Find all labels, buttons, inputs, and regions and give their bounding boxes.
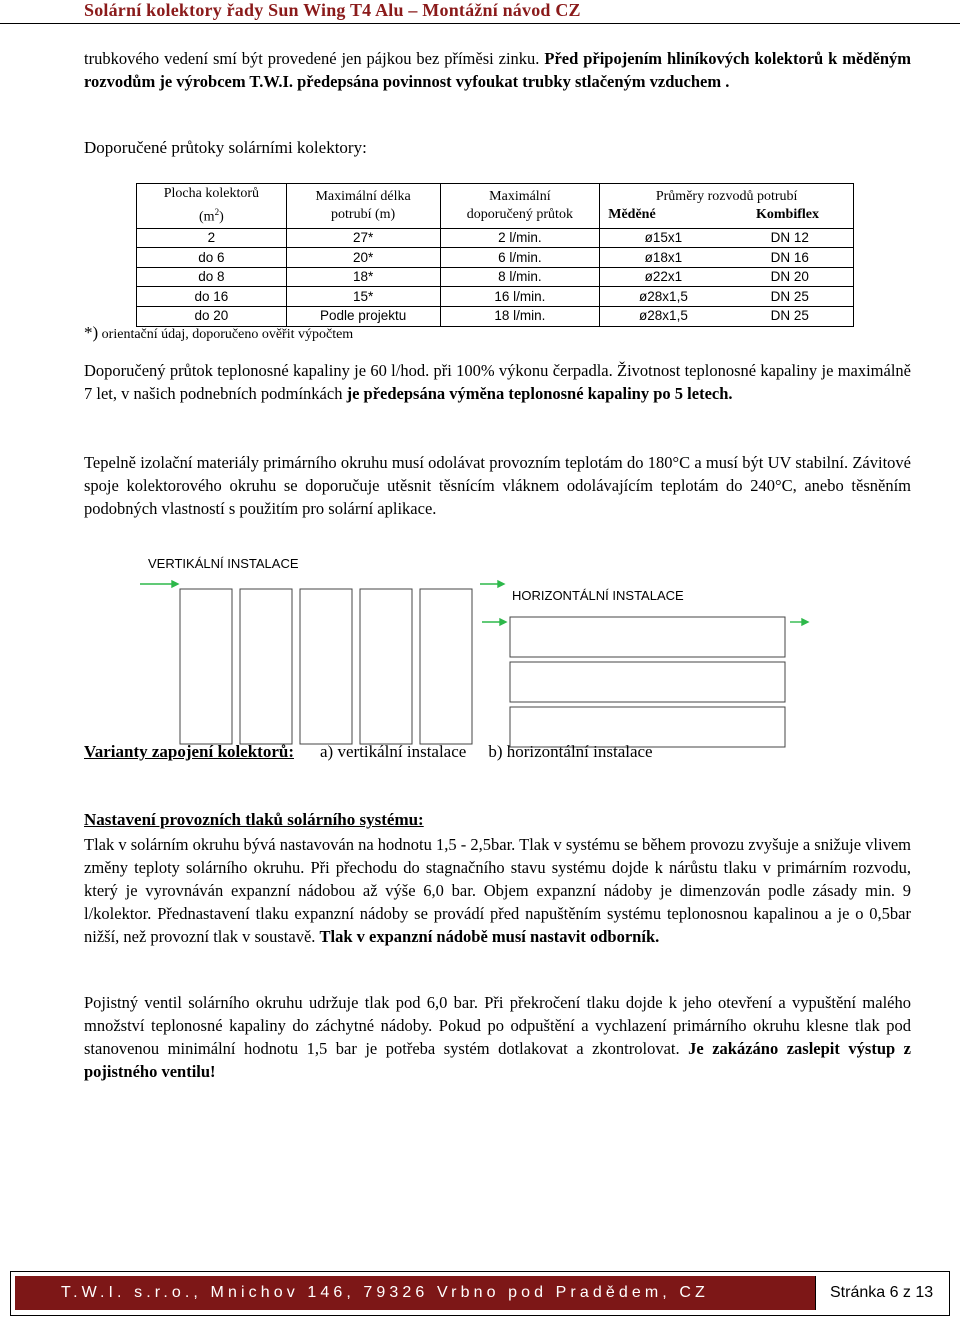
footer-bar (15, 1276, 944, 1310)
footnote-text: orientační údaj, doporučeno ověřit výpočtem (98, 327, 354, 342)
intro-text: trubkového vedení smí být provedené jen pájkou bez příměsi zinku. (84, 49, 540, 68)
horizontal-collector-1 (510, 617, 785, 657)
table-row (137, 267, 854, 287)
header-diameter (600, 184, 854, 229)
header-area-line2: $(m^2)$ (199, 207, 224, 225)
page-number: Stránka 6 z 13 (830, 1284, 934, 1301)
pressure-bold-1: Tlak v expanzní nádobě musí nastavit odborník. (319, 927, 660, 946)
variant-a: a) vertikální instalace (320, 742, 467, 761)
vertical-collector-4 (360, 589, 412, 744)
table-footnote (84, 323, 353, 343)
flow-section-title: Doporučené průtoky solárními kolektory: (84, 138, 367, 157)
header-title: Solární kolektory řady Sun Wing T4 Alu – Montážní návod CZ (84, 0, 581, 20)
page-header (0, 0, 960, 24)
cell-diameter (600, 307, 854, 327)
table-row (137, 228, 854, 248)
pressure-text-1: Tlak v solárním okruhu bývá nastavován na hodnotu 1,5 - 2,5bar. Tlak v systému se během provozu zvyšuje a snižuje vlivem změny teploty solárního okruhu. Při přechodu do stagnačního stavu systému dojde k nárůstu tlaku v primárním rozvodu, který je vyrovnáván expanzní nádobou až výše 6,0 bar. Objem expanzní nádoby je dimenzován podle zásady min. 9 l/kolektor. Přednastavení tlaku expanzní nádoby se provádí před napuštěním systému teplonosnou kapalinou a je o 0,5bar nižší, než provozní tlak v soustavě. (84, 835, 911, 946)
vertical-collector-1 (180, 589, 232, 744)
horizontal-installation (510, 617, 785, 747)
horizontal-collector-2 (510, 662, 785, 702)
pressure-title: Nastavení provozních tlaků solárního systému: (84, 810, 424, 829)
cell-copper: ø18x1 (644, 249, 683, 265)
cell-length: Podle projektu (286, 307, 440, 327)
cell-length: 18* (286, 267, 440, 287)
vertical-collector-3 (300, 589, 352, 744)
recommend-text: Doporučený průtok teplonosné kapaliny je 60 l/hod. při 100% výkonu čerpadla. Životnost teplonosné kapaliny je maximálně 7 let, v našich podnebních podmínkách (84, 361, 911, 403)
vertical-arrows (140, 581, 504, 587)
pressure-text-2: Pojistný ventil solárního okruhu udržuje tlak pod 6,0 bar. Při překročení tlaku dojde k jeho otevření a vypuštění malého množství teplonosné kapaliny do záchytné nádoby. Pokud po odpuštění a vychlazení primárního okruhu klesne tlak pod stanovenou minimální hodnotu 1,5 bar je potřeba systém dotlakovat a zkontrolovat. (84, 993, 911, 1058)
cell-area: 2 (137, 228, 287, 248)
recommend-bold-text: je předepsána výměna teplonosné kapaliny po 5 letech. (346, 384, 733, 403)
footer-address: T.W.I. s.r.o., Mnichov 146, 79326 Vrbno pod Pradědem, CZ (61, 1284, 709, 1301)
cell-diameter (600, 248, 854, 268)
cell-area: do 6 (137, 248, 287, 268)
cell-length: 15* (286, 287, 440, 307)
header-length-line1: Maximální délka (315, 188, 411, 204)
horizontal-outlet-arrow-head (802, 619, 808, 625)
header-length-line2: potrubí (m) (331, 206, 396, 222)
header-length (286, 184, 440, 229)
header-diameter-sub (602, 206, 851, 224)
pressure-paragraph-1 (84, 833, 911, 948)
table-row (137, 248, 854, 268)
variant-b: b) horizontální instalace (488, 742, 653, 761)
cell-flow: 8 l/min. (440, 267, 600, 287)
installation-diagram (130, 548, 810, 748)
header-area (137, 184, 287, 229)
cell-length: 27* (286, 228, 440, 248)
flow-table-body (137, 228, 854, 326)
variants-line (84, 742, 653, 762)
horizontal-inlet-arrow-head (500, 619, 506, 625)
header-copper: Měděné (608, 206, 656, 222)
cell-area: do 8 (137, 267, 287, 287)
vertical-label: VERTIKÁLNÍ INSTALACE (148, 556, 299, 571)
cell-flow: 18 l/min. (440, 307, 600, 327)
table-row (137, 287, 854, 307)
footnote-star: *) (84, 323, 99, 342)
header-flow-line1: Maximální (489, 188, 551, 204)
variants-title: Varianty zapojení kolektorů: (84, 742, 294, 761)
cell-area: do 20 (137, 307, 287, 327)
cell-kombiflex: DN 16 (770, 249, 809, 265)
cell-kombiflex: DN 20 (770, 269, 809, 285)
horizontal-label: HORIZONTÁLNÍ INSTALACE (512, 588, 684, 603)
insulation-paragraph: Tepelně izolační materiály primárního okruhu musí odolávat provozním teplotám do 180°C a musí být UV stabilní. Závitové spoje kolektorového okruhu se doporučuje utěsnit těsnícím vláknem odolávajícím teplotám do 240°C, anebo těsněním podobných vlastností s použitím pro solární aplikace. (84, 453, 911, 518)
intro-bold-text: Před připojením hliníkových kolektorů k měděným rozvodům je výrobcem T.W.I. předepsána povinnost vyfoukat trubky stlačeným vzduchem . (84, 49, 911, 91)
cell-copper: ø15x1 (644, 229, 683, 245)
cell-diameter (600, 228, 854, 248)
header-flow (440, 184, 600, 229)
page-footer (10, 1271, 950, 1316)
recommend-paragraph (84, 359, 911, 405)
cell-kombiflex: DN 25 (770, 308, 809, 324)
cell-flow: 16 l/min. (440, 287, 600, 307)
vertical-outlet-arrow-head (498, 581, 504, 587)
vertical-collector-2 (240, 589, 292, 744)
vertical-installation (180, 589, 472, 744)
cell-copper: ø28x1,5 (639, 288, 688, 304)
flow-table (136, 183, 854, 327)
cell-flow: 6 l/min. (440, 248, 600, 268)
cell-area: do 16 (137, 287, 287, 307)
vertical-inlet-arrow-head (172, 581, 178, 587)
cell-diameter (600, 287, 854, 307)
cell-kombiflex: DN 25 (770, 288, 809, 304)
header-flow-line2: doporučený průtok (466, 206, 573, 222)
vertical-collector-5 (420, 589, 472, 744)
intro-paragraph (84, 47, 911, 93)
cell-diameter (600, 267, 854, 287)
pressure-paragraph-2 (84, 991, 911, 1083)
flow-table-header (137, 184, 854, 229)
header-area-line1: Plocha kolektorů (163, 186, 259, 201)
header-kombiflex: Kombiflex (756, 206, 819, 222)
pressure-bold-2: Je zakázáno zaslepit výstup z pojistného ventilu! (84, 1039, 912, 1081)
cell-copper: ø28x1,5 (639, 308, 688, 324)
footer-page-box (815, 1276, 944, 1310)
horizontal-collector-3 (510, 707, 785, 747)
cell-copper: ø22x1 (644, 269, 683, 285)
cell-flow: 2 l/min. (440, 228, 600, 248)
cell-kombiflex: DN 12 (770, 229, 809, 245)
cell-length: 20* (286, 248, 440, 268)
header-diameter-line1: Průměry rozvodů potrubí (655, 188, 798, 204)
